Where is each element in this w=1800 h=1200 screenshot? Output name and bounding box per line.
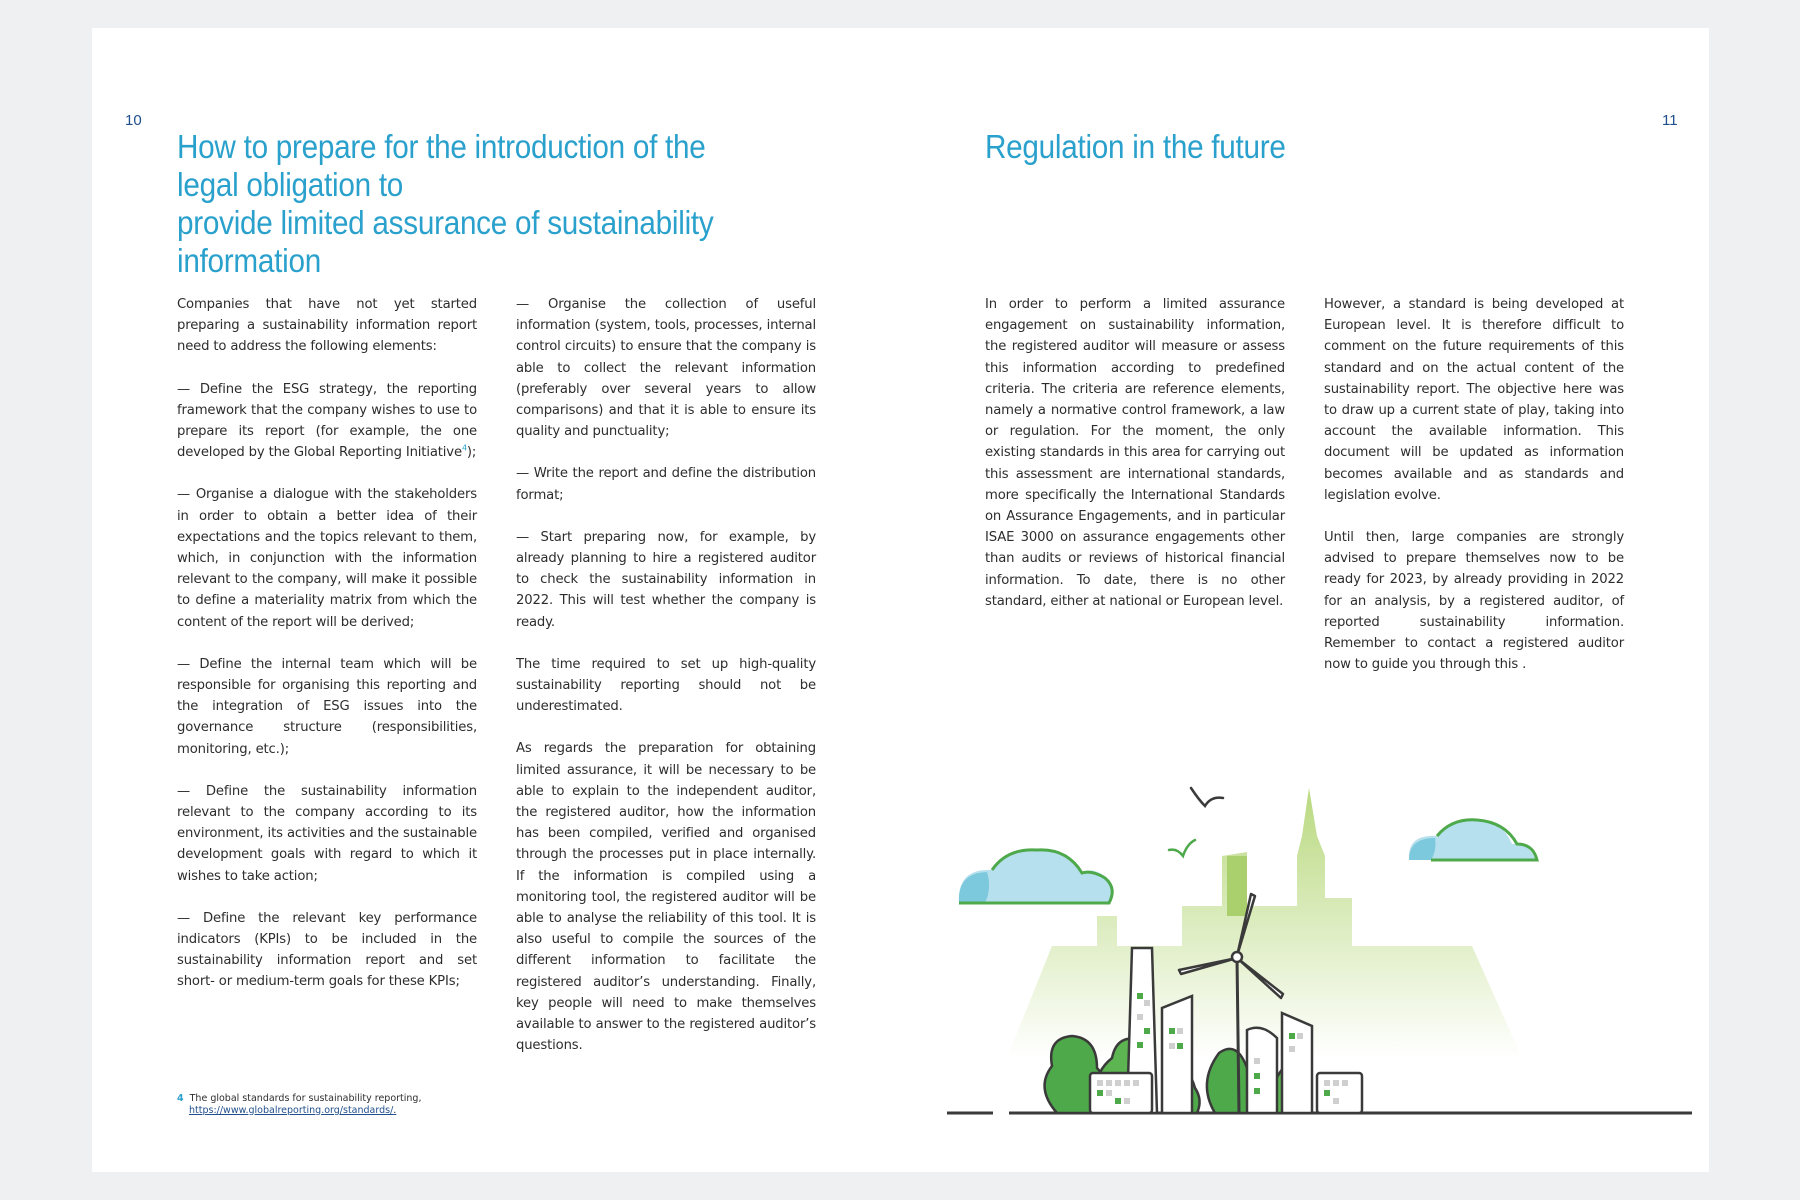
title-line-2: provide limited assurance of sustainability information: [177, 204, 714, 279]
paragraph: — Define the ESG strategy, the reporting framework that the company wishes to use to prepare its report (for example, the one developed by the Global Reporting Initiative$^4$);: [177, 381, 477, 461]
footnote-number: 4: [177, 1093, 184, 1104]
paragraph: — Start preparing now, for example, by already planning to hire a registered auditor to check the sustainability information in 2022. This will test whether the company is ready.: [516, 529, 816, 630]
paragraph: Companies that have not yet started preparing a sustainability information report need to address the following elements:: [177, 297, 477, 355]
paragraph: — Organise a dialogue with the stakeholders in order to obtain a better idea of their expectations and the topics relevant to them, which, in conjunction with the information relevant to the company, will make it possible to define a materiality matrix from which the content of the report will be derived;: [177, 487, 477, 630]
left-column-2: [516, 294, 816, 1078]
paragraph: As regards the preparation for obtaining limited assurance, it will be necessary to be able to explain to the independent auditor, the registered auditor, how the information has been compiled, verified and organised through the processes put in place internally. If the information is compiled using a monitoring tool, the registered auditor will be able to analyse the reliability of this tool. It is also useful to compile the sources of the different information to facilitate the registered auditor’s understanding. Finally, key people will need to make themselves available to answer to the registered auditor’s questions.: [516, 741, 816, 1054]
paragraph: In order to perform a limited assurance engagement on sustainability information, the registered auditor will measure or assess this information according to predefined criteria. The criteria are reference elements, namely a normative control framework, a law or regulation. For the moment, the only existing standards in this area for carrying out this assessment are international standards, more specifically the International Standards on Assurance Engagements, and in particular ISAE 3000 on assurance engagements other than audits or reviews of historical financial information. To date, there is no other standard, either at national or European level.: [985, 297, 1285, 609]
page-number-left: 10: [125, 112, 142, 129]
footnote-link[interactable]: https://www.globalreporting.org/standards/.: [189, 1104, 397, 1116]
document-spread: [92, 28, 1709, 1172]
paragraph: — Write the report and define the distribution format;: [516, 466, 816, 503]
footnote: [177, 1093, 421, 1116]
bird-icon: [1169, 840, 1195, 856]
paragraph: — Define the sustainability information relevant to the company according to its environment, its activities and the sustainable development goals with regard to which it wishes to take action;: [177, 783, 477, 884]
footnote-text: The global standards for sustainability reporting,: [189, 1093, 422, 1104]
page-number-right: 11: [1662, 112, 1678, 129]
left-page-title: [177, 128, 762, 280]
footnote-reference[interactable]: 4: [461, 443, 467, 453]
paragraph: — Organise the collection of useful information (system, tools, processes, internal control circuits) to ensure that the company is able to collect the relevant information (preferably over several years to allow comparisons) and that it is able to ensure its quality and punctuality;: [516, 297, 816, 440]
bird-icon: [1191, 788, 1223, 806]
cloud-right: [1409, 820, 1537, 860]
title-line-1: How to prepare for the introduction of the legal obligation to: [177, 128, 706, 203]
right-column-2: [1324, 294, 1624, 696]
paragraph: — Define the relevant key performance indicators (KPIs) to be included in the sustainability information report and set short- or medium-term goals for these KPIs;: [177, 910, 477, 990]
paragraph: However, a standard is being developed at European level. It is therefore difficult to comment on the future requirements of this standard and on the actual content of the sustainability report. The objective here was to draw up a current state of play, taking into account the available information. This document will be updated as information becomes available and as standards and legislation evolve.: [1324, 297, 1624, 503]
paragraph: — Define the internal team which will be responsible for organising this reporting and the integration of ESG issues into the governance structure (responsibilities, monitoring, etc.);: [177, 656, 477, 757]
left-column-1: [177, 294, 477, 1014]
green-city-illustration: [947, 748, 1707, 1128]
right-page-title: Regulation in the future: [985, 128, 1286, 165]
cloud-left: [959, 850, 1113, 903]
paragraph: Until then, large companies are strongly advised to prepare themselves now to be ready for 2023, by already providing in 2022 for an analysis, by a registered auditor, of reported sustainability information. Remember to contact a registered auditor now to guide you through this .: [1324, 530, 1624, 673]
paragraph: The time required to set up high-quality sustainability reporting should not be underestimated.: [516, 656, 816, 715]
right-column-1: [985, 294, 1285, 633]
